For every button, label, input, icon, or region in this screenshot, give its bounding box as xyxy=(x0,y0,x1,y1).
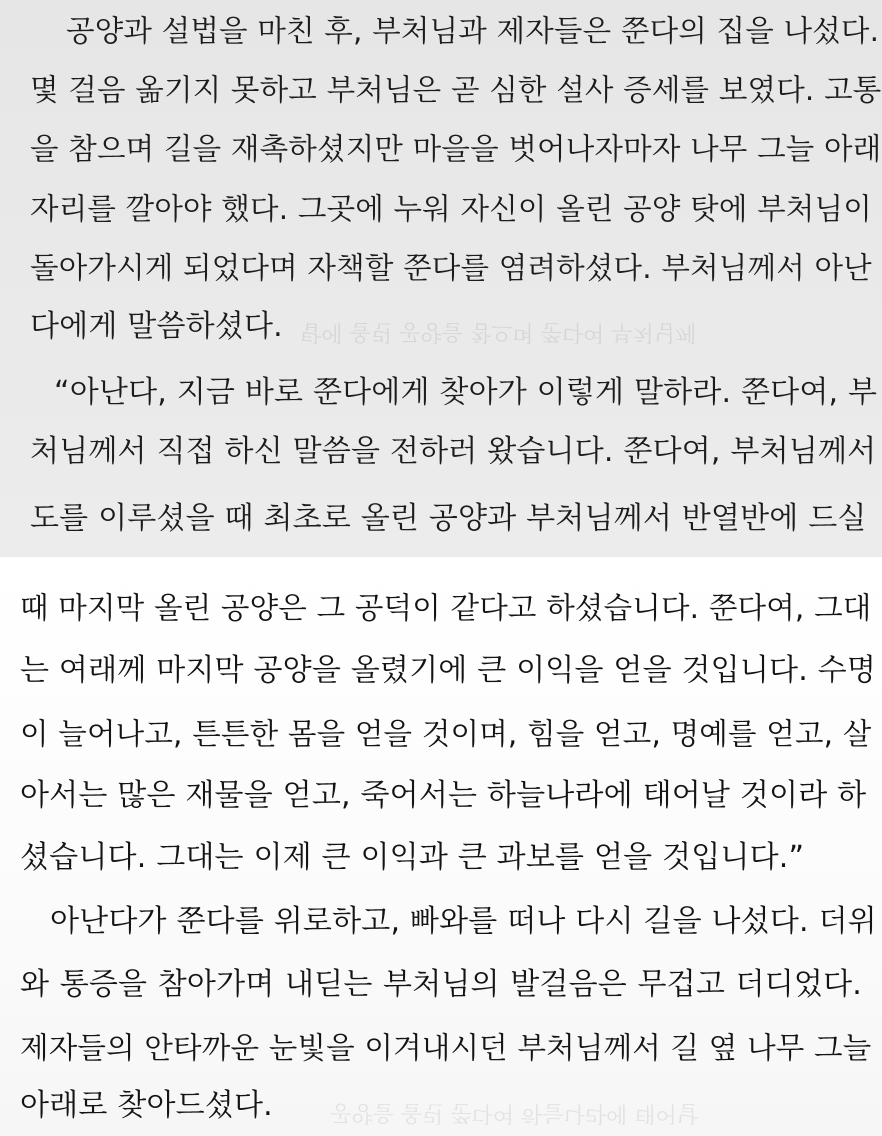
text-line: 아서는 많은 재물을 얻고, 죽어서는 하늘나라에 태어날 것이라 하 xyxy=(20,778,867,813)
text-line: 공양과 설법을 마친 후, 부처님과 제자들은 쭌다의 집을 나섰다. xyxy=(66,14,880,48)
text-line: 와 통증을 참아가며 내딛는 부처님의 발걸음은 무겁고 더디었다. xyxy=(20,967,862,1002)
text-line: 다에게 말씀하셨다. xyxy=(30,309,283,344)
text-line: 이 늘어나고, 튼튼한 몸을 얻을 것이며, 힘을 얻고, 명예를 얻고, 살 xyxy=(20,717,872,751)
bleed-through-text: 공양을 올린 쭌다여 하늘나라에 태어날 xyxy=(330,1100,699,1125)
text-line: 아래로 찾아드셨다. xyxy=(20,1088,273,1123)
text-line: 셨습니다. 그대는 이제 큰 이익과 큰 과보를 얻을 것입니다.” xyxy=(20,840,805,875)
text-line: 자리를 깔아야 했다. 그곳에 누워 자신이 올린 공양 탓에 부처님이 xyxy=(30,192,872,226)
bleed-through-text: 탑에 올린 공양을 참으며 쭌다여 부처님께 xyxy=(300,319,697,344)
text-line: 아난다가 쭌다를 위로하고, 빠와를 떠나 다시 길을 나섰다. 더위 xyxy=(50,904,877,939)
photo-bottom xyxy=(0,557,882,1136)
text-line: 때 마지막 올린 공양은 그 공덕이 같다고 하셨습니다. 쭌다여, 그대 xyxy=(20,591,872,625)
photo-top xyxy=(0,0,882,557)
text-line: 처님께서 직접 하신 말씀을 전하러 왔습니다. 쭌다여, 부처님께서 xyxy=(30,434,877,469)
text-line: 제자들의 안타까운 눈빛을 이겨내시던 부처님께서 길 옆 나무 그늘 xyxy=(20,1031,872,1065)
text-line: 도를 이루셨을 때 최초로 올린 공양과 부처님께서 반열반에 드실 xyxy=(30,501,867,536)
text-line: 을 참으며 길을 재촉하셨지만 마을을 벗어나자마자 나무 그늘 아래 xyxy=(30,132,882,166)
text-line: 몇 걸음 옮기지 못하고 부처님은 곧 심한 설사 증세를 보였다. 고통 xyxy=(30,73,882,107)
text-line: “아난다, 지금 바로 쭌다에게 찾아가 이렇게 말하라. 쭌다여, 부 xyxy=(54,375,878,410)
text-line: 돌아가시게 되었다며 자책할 쭌다를 염려하셨다. 부처님께서 아난 xyxy=(30,251,872,285)
text-line: 는 여래께 마지막 공양을 올렸기에 큰 이익을 얻을 것입니다. 수명 xyxy=(20,653,877,688)
